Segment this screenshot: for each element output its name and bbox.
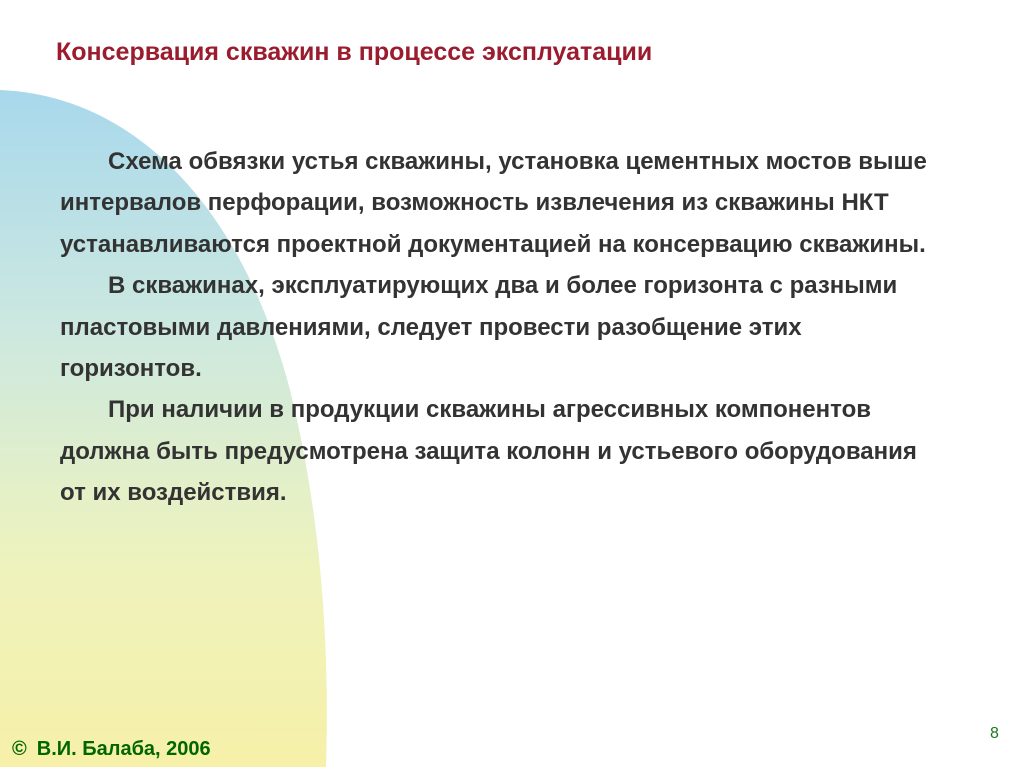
copyright-text: В.И. Балаба, 2006 bbox=[36, 738, 211, 760]
copyright-icon: © bbox=[12, 738, 27, 760]
slide-title: Консервация скважин в процессе эксплуатации bbox=[56, 38, 653, 66]
page-number: 8 bbox=[990, 725, 999, 742]
slide-body bbox=[60, 141, 940, 514]
paragraph-protection: При наличии в продукции скважины агрессивных компонентов должна быть предусмотрена защита колонн и устьевого оборудования от их воздействия. bbox=[60, 396, 917, 507]
footer-copyright bbox=[12, 738, 211, 761]
paragraph-horizons: В скважинах, эксплуатирующих два и более горизонта с разными пластовыми давлениями, следует провести разобщение этих горизонтов. bbox=[60, 272, 898, 383]
paragraph-wellhead: Схема обвязки устья скважины, установка цементных мостов выше интервалов перфорации, возможность извлечения из скважины НКТ устанавливаются проектной документацией на консервацию скважины. bbox=[60, 148, 927, 258]
